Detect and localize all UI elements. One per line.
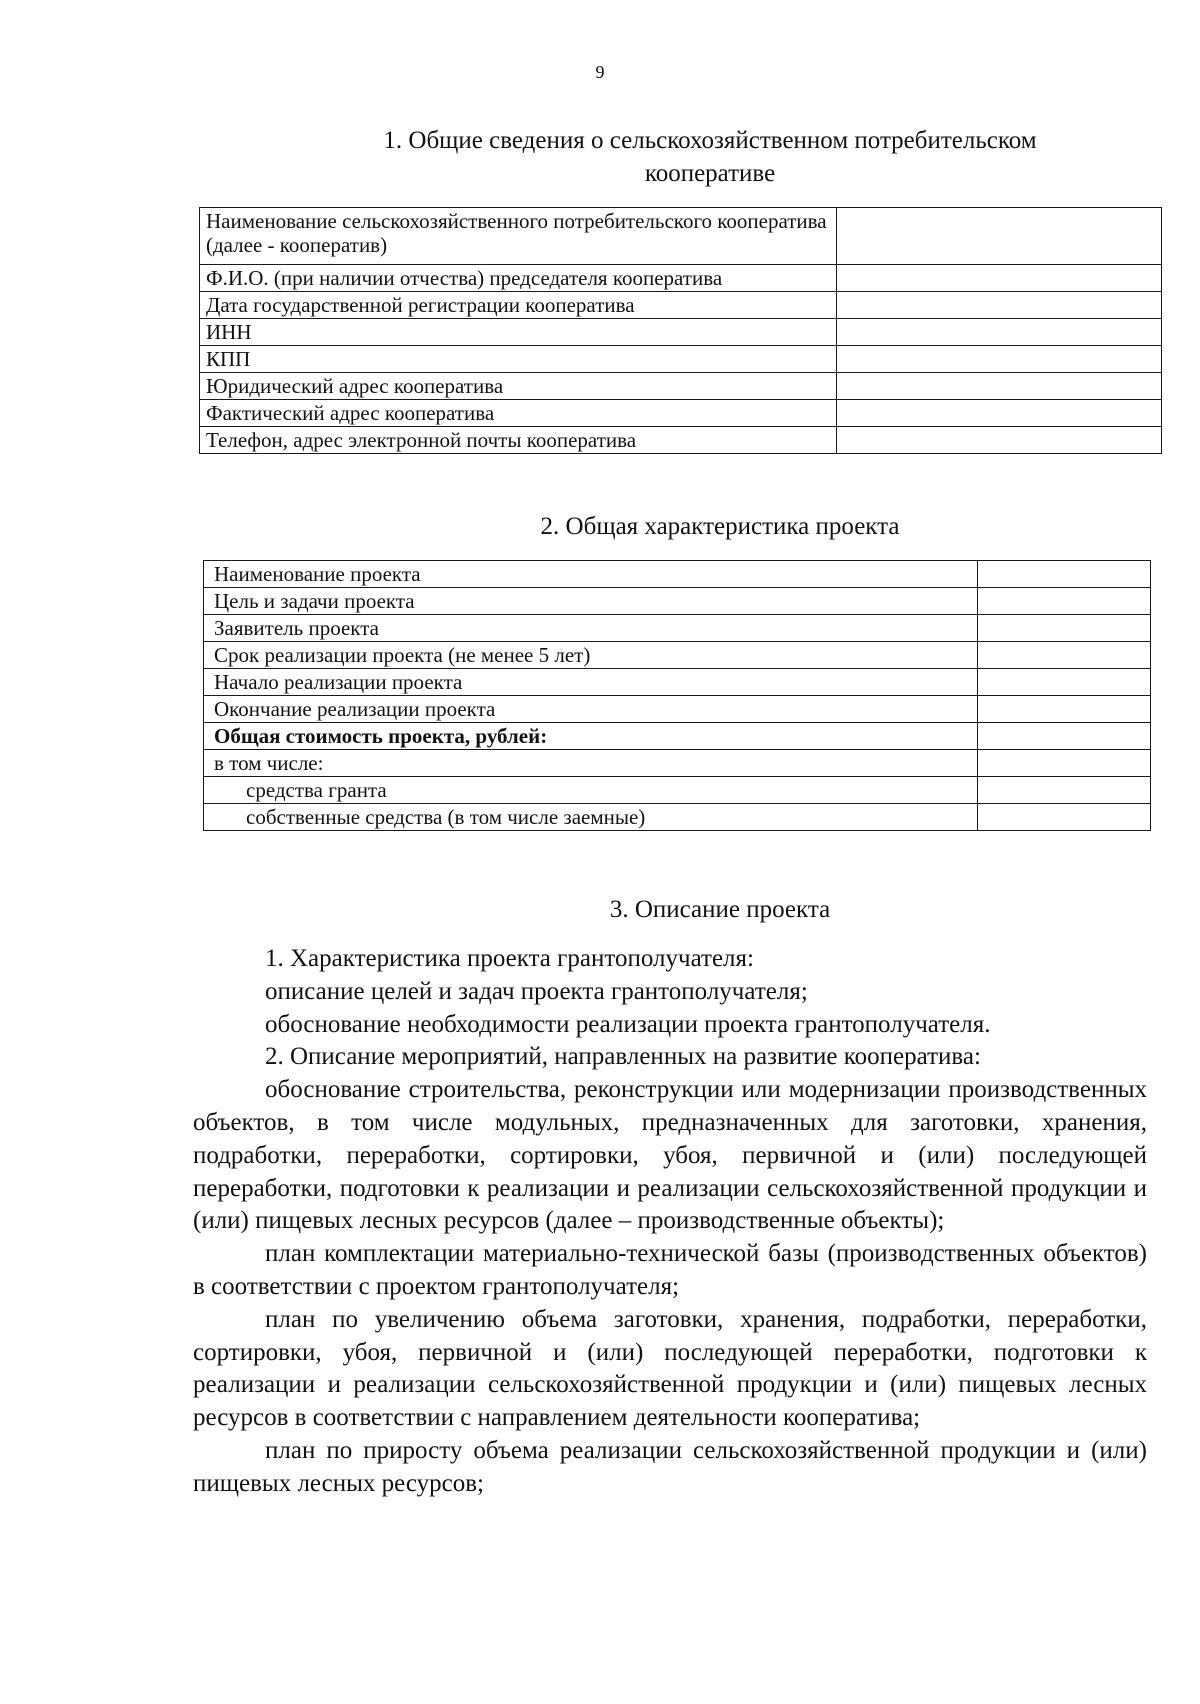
value-cell-chairman-name[interactable] [836, 265, 1161, 292]
cooperative-info-table [199, 207, 1162, 454]
row-label-project-start: Начало реализации проекта [204, 669, 978, 696]
value-cell-including[interactable] [978, 750, 1151, 777]
table-row [204, 696, 1151, 723]
section-1-title: 1. Общие сведения о сельскохозяйственном потребительском кооперативе [383, 127, 1037, 187]
value-cell-inn[interactable] [836, 319, 1161, 346]
section-2-title: 2. Общая характеристика проекта [540, 513, 900, 540]
table-row [200, 265, 1162, 292]
paragraph: план по приросту объема реализации сельскохозяйственной продукции и (или) пищевых лесных ресурсов; [193, 1436, 1147, 1497]
row-label-project-goals: Цель и задачи проекта [204, 588, 978, 615]
table-row [204, 642, 1151, 669]
value-cell-legal-address[interactable] [836, 373, 1161, 400]
value-cell-own-funds[interactable] [978, 804, 1151, 831]
project-description-text [193, 943, 1147, 1501]
paragraph: 2. Описание мероприятий, направленных на развитие кооператива: [265, 1043, 981, 1071]
table-row [200, 208, 1162, 265]
row-label-total-cost: Общая стоимость проекта, рублей: [204, 723, 978, 750]
paragraph: описание целей и задач проекта грантополучателя; [265, 977, 808, 1005]
paragraph: обоснование необходимости реализации проекта грантополучателя. [265, 1010, 991, 1038]
table-row [200, 427, 1162, 454]
table-row [200, 292, 1162, 319]
row-label-applicant: Заявитель проекта [204, 615, 978, 642]
row-label-registration-date: Дата государственной регистрации кооператива [200, 292, 837, 319]
table-row [204, 804, 1151, 831]
value-cell-cooperative-name[interactable] [836, 208, 1161, 265]
value-cell-applicant[interactable] [978, 615, 1151, 642]
row-label-grant-funds: средства гранта [204, 777, 978, 804]
row-label-legal-address: Юридический адрес кооператива [200, 373, 837, 400]
value-cell-total-cost[interactable] [978, 723, 1151, 750]
row-label-kpp: КПП [200, 346, 837, 373]
page-number: 9 [595, 62, 605, 82]
section-3-title: 3. Описание проекта [609, 896, 831, 923]
row-label-project-name: Наименование проекта [204, 561, 978, 588]
row-label-including: в том числе: [204, 750, 978, 777]
table-row [204, 669, 1151, 696]
table-row [204, 588, 1151, 615]
value-cell-registration-date[interactable] [836, 292, 1161, 319]
table-row [200, 319, 1162, 346]
paragraph: 1. Характеристика проекта грантополучателя: [265, 945, 754, 972]
value-cell-project-start[interactable] [978, 669, 1151, 696]
table-row [200, 400, 1162, 427]
value-cell-project-end[interactable] [978, 696, 1151, 723]
value-cell-project-goals[interactable] [978, 588, 1151, 615]
table-row [204, 561, 1151, 588]
row-label-contacts: Телефон, адрес электронной почты кооператива [200, 427, 837, 454]
value-cell-grant-funds[interactable] [978, 777, 1151, 804]
row-label-own-funds: собственные средства (в том числе заемные) [204, 804, 978, 831]
value-cell-project-name[interactable] [978, 561, 1151, 588]
value-cell-contacts[interactable] [836, 427, 1161, 454]
row-label-inn: ИНН [200, 319, 837, 346]
paragraph: обоснование строительства, реконструкции или модернизации производственных объектов, в том числе модульных, предназначенных для заготовки, хранения, подработки, переработки, сортировки, убоя, первичной и (или) последующей переработки, подготовки к реализации и реализации сельскохозяйственной продукции и (или) пищевых лесных ресурсов (далее – производственные объекты); [193, 1076, 1147, 1235]
value-cell-kpp[interactable] [836, 346, 1161, 373]
table-row [204, 777, 1151, 804]
paragraph: план по увеличению объема заготовки, хранения, подработки, переработки, сортировки, убоя, первичной и (или) последующей переработки, подготовки к реализации и реализации сельскохозяйственной продукции и (или) пищевых лесных ресурсов в соответствии с направлением деятельности кооператива; [193, 1305, 1147, 1432]
row-label-chairman-name: Ф.И.О. (при наличии отчества) председателя кооператива [200, 265, 837, 292]
value-cell-actual-address[interactable] [836, 400, 1161, 427]
project-overview-table [203, 560, 1151, 831]
row-label-cooperative-name: Наименование сельскохозяйственного потребительского кооператива (далее - кооператив) [200, 208, 837, 265]
table-row [200, 373, 1162, 400]
table-row [204, 615, 1151, 642]
row-label-project-duration: Срок реализации проекта (не менее 5 лет) [204, 642, 978, 669]
row-label-actual-address: Фактический адрес кооператива [200, 400, 837, 427]
table-row [204, 750, 1151, 777]
paragraph: план комплектации материально-технической базы (производственных объектов) в соответствии с проектом грантополучателя; [193, 1240, 1147, 1300]
row-label-project-end: Окончание реализации проекта [204, 696, 978, 723]
table-row [200, 346, 1162, 373]
value-cell-project-duration[interactable] [978, 642, 1151, 669]
table-row [204, 723, 1151, 750]
